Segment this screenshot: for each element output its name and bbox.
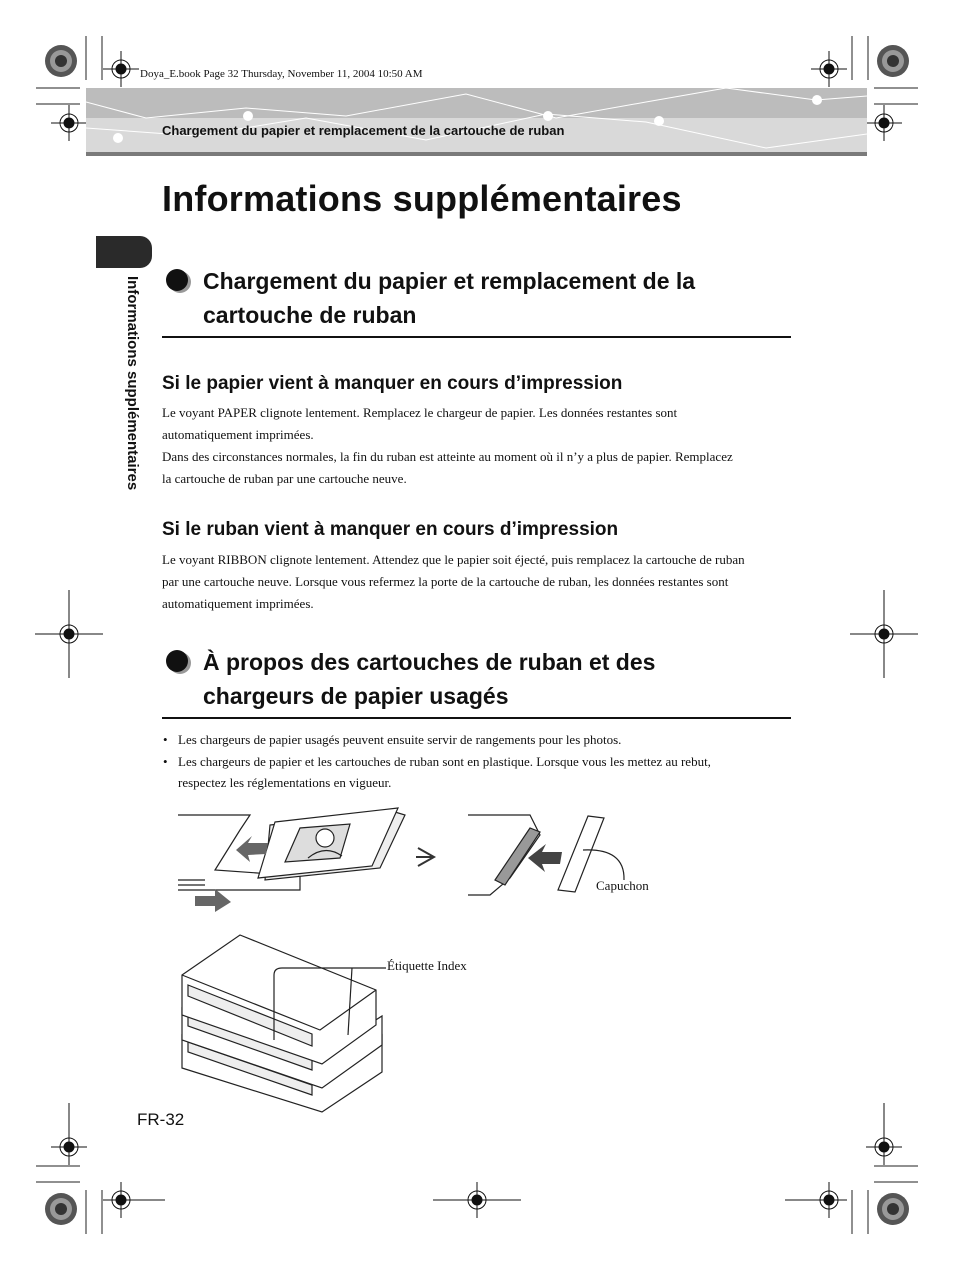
section-heading-line: À propos des cartouches de ruban et des [203,649,656,675]
subheading-ribbon-out: Si le ruban vient à manquer en cours d’impression [162,519,619,540]
text-line: Le voyant PAPER clignote lentement. Remplacez le chargeur de papier. Les données restantes sont [162,405,678,420]
section-heading-line: chargeurs de papier usagés [203,683,509,709]
text-line: automatiquement imprimées. [162,596,314,611]
subheading-paper-out: Si le papier vient à manquer en cours d’impression [162,373,623,394]
text-line: automatiquement imprimées. [162,427,314,442]
text-line: par une cartouche neuve. Lorsque vous refermez la porte de la cartouche de ruban, les données restantes sont [162,574,729,589]
text-line: la cartouche de ruban par une cartouche neuve. [162,471,407,486]
text-line: • Les chargeurs de papier et les cartouches de ruban sont en plastique. Lorsque vous les mettez au rebut, [178,753,711,769]
label-cap: Capuchon [596,878,649,893]
page-title: Informations supplémentaires [162,178,682,219]
page-number: FR-32 [137,1110,185,1129]
label-index: Étiquette Index [387,958,467,973]
text-line: Le voyant RIBBON clignote lentement. Attendez que le papier soit éjecté, puis remplacez la cartouche de ruban [162,552,745,567]
running-head: Chargement du papier et remplacement de la cartouche de ruban [162,123,565,138]
text-line: respectez les réglementations en vigueur. [178,775,392,790]
section-heading-line: cartouche de ruban [203,302,417,328]
print-meta-line: Doya_E.book Page 32 Thursday, November 11, 2004 10:50 AM [140,68,423,80]
text-line: • Les chargeurs de papier usagés peuvent ensuite servir de rangements pour les photos. [178,732,622,747]
side-tab-label: Informations supplémentaires [124,276,141,491]
section-heading-line: Chargement du papier et remplacement de la [203,268,696,294]
text-line: Dans des circonstances normales, la fin du ruban est atteinte au moment où il n’y a plus de papier. Remplacez [162,449,733,464]
